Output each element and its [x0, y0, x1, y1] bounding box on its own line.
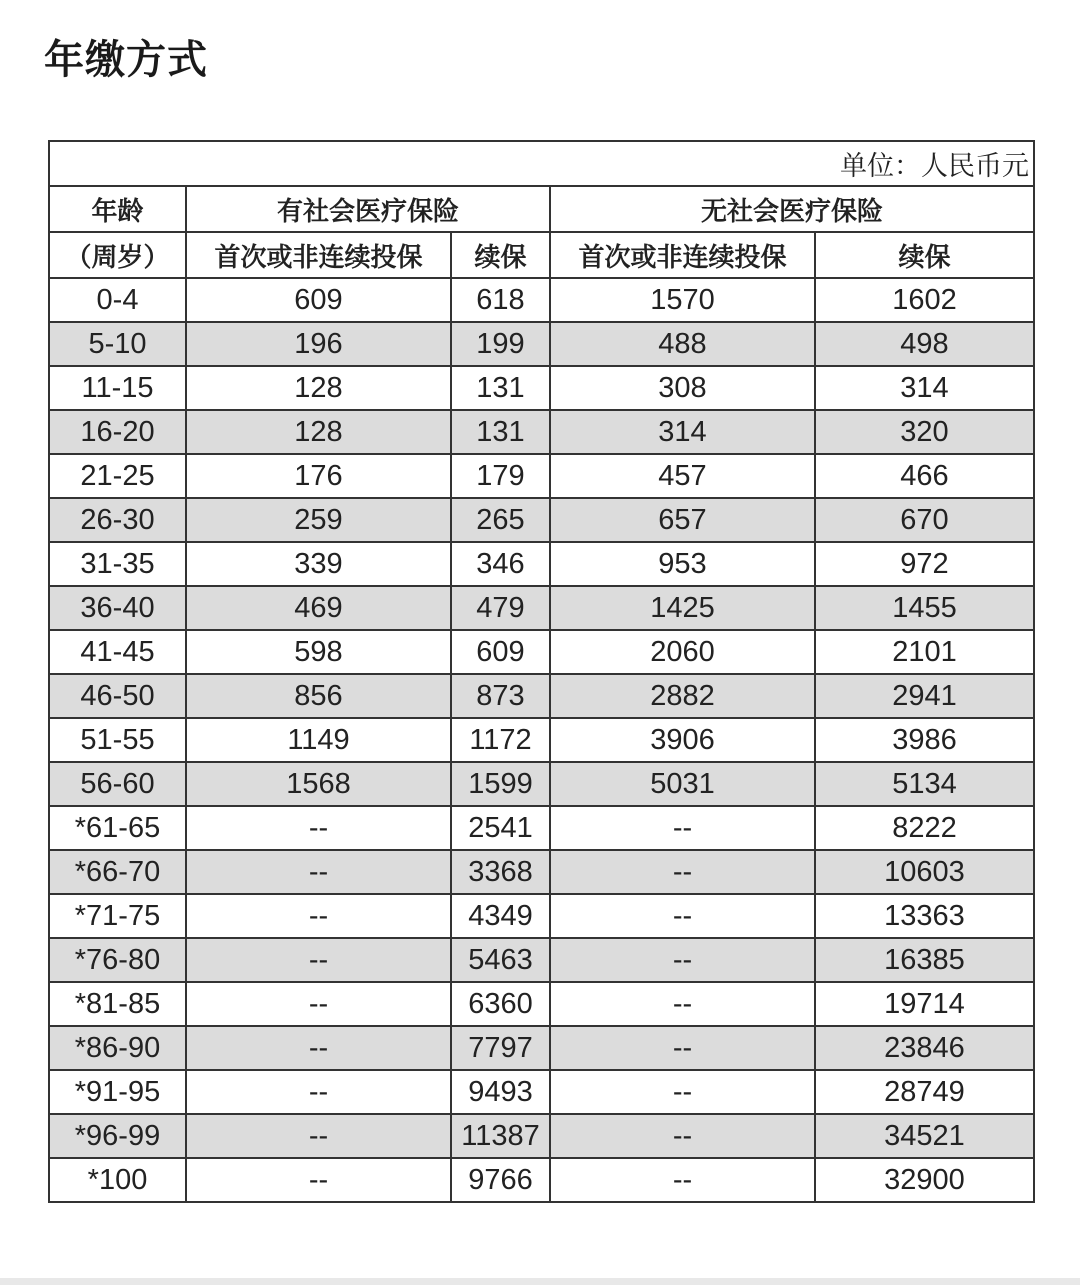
with-social-renewal-cell: 346	[451, 542, 550, 586]
without-social-first-cell: --	[550, 1114, 815, 1158]
with-social-renewal-cell: 3368	[451, 850, 550, 894]
without-social-renewal-cell: 320	[815, 410, 1034, 454]
without-social-first-cell: 314	[550, 410, 815, 454]
with-social-renewal-cell: 179	[451, 454, 550, 498]
without-social-renewal-cell: 972	[815, 542, 1034, 586]
without-social-renewal-cell: 314	[815, 366, 1034, 410]
unit-label: 单位：人民币元	[49, 141, 1034, 186]
header-without-social-insurance: 无社会医疗保险	[550, 186, 1034, 232]
without-social-first-cell: 488	[550, 322, 815, 366]
premium-table	[48, 140, 1035, 1203]
with-social-first-cell: --	[186, 894, 451, 938]
with-social-first-cell: 176	[186, 454, 451, 498]
age-cell: 41-45	[49, 630, 186, 674]
without-social-renewal-cell: 28749	[815, 1070, 1034, 1114]
with-social-first-cell: 196	[186, 322, 451, 366]
without-social-first-cell: 657	[550, 498, 815, 542]
with-social-renewal-cell: 9766	[451, 1158, 550, 1202]
with-social-renewal-cell: 7797	[451, 1026, 550, 1070]
table-row	[49, 850, 1034, 894]
age-cell: 16-20	[49, 410, 186, 454]
without-social-renewal-cell: 2941	[815, 674, 1034, 718]
age-cell: *91-95	[49, 1070, 186, 1114]
without-social-first-cell: --	[550, 938, 815, 982]
age-cell: 0-4	[49, 278, 186, 322]
with-social-renewal-cell: 2541	[451, 806, 550, 850]
without-social-renewal-cell: 10603	[815, 850, 1034, 894]
with-social-renewal-cell: 131	[451, 410, 550, 454]
with-social-first-cell: --	[186, 1114, 451, 1158]
table-row	[49, 1114, 1034, 1158]
header-renewal: 续保	[815, 232, 1034, 278]
table-row	[49, 982, 1034, 1026]
without-social-renewal-cell: 3986	[815, 718, 1034, 762]
without-social-renewal-cell: 498	[815, 322, 1034, 366]
table-row	[49, 542, 1034, 586]
without-social-first-cell: 457	[550, 454, 815, 498]
without-social-renewal-cell: 23846	[815, 1026, 1034, 1070]
without-social-renewal-cell: 13363	[815, 894, 1034, 938]
table-row	[49, 278, 1034, 322]
without-social-renewal-cell: 2101	[815, 630, 1034, 674]
with-social-renewal-cell: 131	[451, 366, 550, 410]
age-cell: 26-30	[49, 498, 186, 542]
age-cell: 21-25	[49, 454, 186, 498]
table-row	[49, 1070, 1034, 1114]
with-social-first-cell: 128	[186, 366, 451, 410]
without-social-first-cell: 953	[550, 542, 815, 586]
without-social-first-cell: --	[550, 850, 815, 894]
without-social-renewal-cell: 34521	[815, 1114, 1034, 1158]
age-cell: 31-35	[49, 542, 186, 586]
age-cell: 5-10	[49, 322, 186, 366]
with-social-first-cell: 1149	[186, 718, 451, 762]
header-first-or-noncontinuous: 首次或非连续投保	[186, 232, 451, 278]
table-row	[49, 938, 1034, 982]
table-row	[49, 410, 1034, 454]
age-cell: *81-85	[49, 982, 186, 1026]
with-social-first-cell: --	[186, 938, 451, 982]
with-social-first-cell: 339	[186, 542, 451, 586]
without-social-renewal-cell: 32900	[815, 1158, 1034, 1202]
with-social-renewal-cell: 265	[451, 498, 550, 542]
without-social-first-cell: --	[550, 806, 815, 850]
header-age-unit: （周岁）	[49, 232, 186, 278]
table-row	[49, 322, 1034, 366]
without-social-renewal-cell: 670	[815, 498, 1034, 542]
with-social-renewal-cell: 11387	[451, 1114, 550, 1158]
without-social-first-cell: 1570	[550, 278, 815, 322]
table-row	[49, 586, 1034, 630]
page-title: 年缴方式	[44, 37, 208, 83]
table-row	[49, 1158, 1034, 1202]
without-social-first-cell: 3906	[550, 718, 815, 762]
with-social-renewal-cell: 5463	[451, 938, 550, 982]
with-social-renewal-cell: 9493	[451, 1070, 550, 1114]
table-row	[49, 894, 1034, 938]
without-social-renewal-cell: 16385	[815, 938, 1034, 982]
header-renewal: 续保	[451, 232, 550, 278]
without-social-first-cell: --	[550, 982, 815, 1026]
table-row	[49, 454, 1034, 498]
header-with-social-insurance: 有社会医疗保险	[186, 186, 550, 232]
without-social-first-cell: 2882	[550, 674, 815, 718]
without-social-renewal-cell: 8222	[815, 806, 1034, 850]
table-row	[49, 674, 1034, 718]
age-cell: 36-40	[49, 586, 186, 630]
without-social-first-cell: 2060	[550, 630, 815, 674]
with-social-renewal-cell: 609	[451, 630, 550, 674]
with-social-renewal-cell: 1599	[451, 762, 550, 806]
age-cell: *86-90	[49, 1026, 186, 1070]
age-cell: *61-65	[49, 806, 186, 850]
without-social-first-cell: 308	[550, 366, 815, 410]
with-social-first-cell: 598	[186, 630, 451, 674]
with-social-first-cell: --	[186, 1026, 451, 1070]
without-social-renewal-cell: 19714	[815, 982, 1034, 1026]
without-social-renewal-cell: 1455	[815, 586, 1034, 630]
age-cell: *66-70	[49, 850, 186, 894]
without-social-first-cell: --	[550, 894, 815, 938]
with-social-first-cell: 609	[186, 278, 451, 322]
age-cell: 46-50	[49, 674, 186, 718]
with-social-first-cell: 259	[186, 498, 451, 542]
bottom-divider	[0, 1278, 1080, 1285]
age-cell: 56-60	[49, 762, 186, 806]
with-social-first-cell: 856	[186, 674, 451, 718]
table-row	[49, 1026, 1034, 1070]
without-social-first-cell: --	[550, 1158, 815, 1202]
table-row	[49, 366, 1034, 410]
with-social-first-cell: 1568	[186, 762, 451, 806]
table-row	[49, 718, 1034, 762]
age-cell: *96-99	[49, 1114, 186, 1158]
header-age: 年龄	[49, 186, 186, 232]
header-first-or-noncontinuous: 首次或非连续投保	[550, 232, 815, 278]
without-social-renewal-cell: 466	[815, 454, 1034, 498]
with-social-first-cell: 128	[186, 410, 451, 454]
with-social-renewal-cell: 618	[451, 278, 550, 322]
with-social-first-cell: --	[186, 806, 451, 850]
with-social-first-cell: --	[186, 850, 451, 894]
with-social-renewal-cell: 1172	[451, 718, 550, 762]
with-social-first-cell: --	[186, 1070, 451, 1114]
without-social-first-cell: --	[550, 1070, 815, 1114]
with-social-first-cell: 469	[186, 586, 451, 630]
without-social-renewal-cell: 5134	[815, 762, 1034, 806]
without-social-first-cell: 1425	[550, 586, 815, 630]
without-social-first-cell: --	[550, 1026, 815, 1070]
with-social-renewal-cell: 6360	[451, 982, 550, 1026]
age-cell: 11-15	[49, 366, 186, 410]
table-row	[49, 806, 1034, 850]
with-social-first-cell: --	[186, 1158, 451, 1202]
age-cell: *76-80	[49, 938, 186, 982]
with-social-renewal-cell: 479	[451, 586, 550, 630]
with-social-renewal-cell: 199	[451, 322, 550, 366]
table-row	[49, 630, 1034, 674]
without-social-first-cell: 5031	[550, 762, 815, 806]
age-cell: *100	[49, 1158, 186, 1202]
table-row	[49, 498, 1034, 542]
with-social-renewal-cell: 873	[451, 674, 550, 718]
without-social-renewal-cell: 1602	[815, 278, 1034, 322]
table-row	[49, 762, 1034, 806]
with-social-renewal-cell: 4349	[451, 894, 550, 938]
with-social-first-cell: --	[186, 982, 451, 1026]
age-cell: *71-75	[49, 894, 186, 938]
age-cell: 51-55	[49, 718, 186, 762]
